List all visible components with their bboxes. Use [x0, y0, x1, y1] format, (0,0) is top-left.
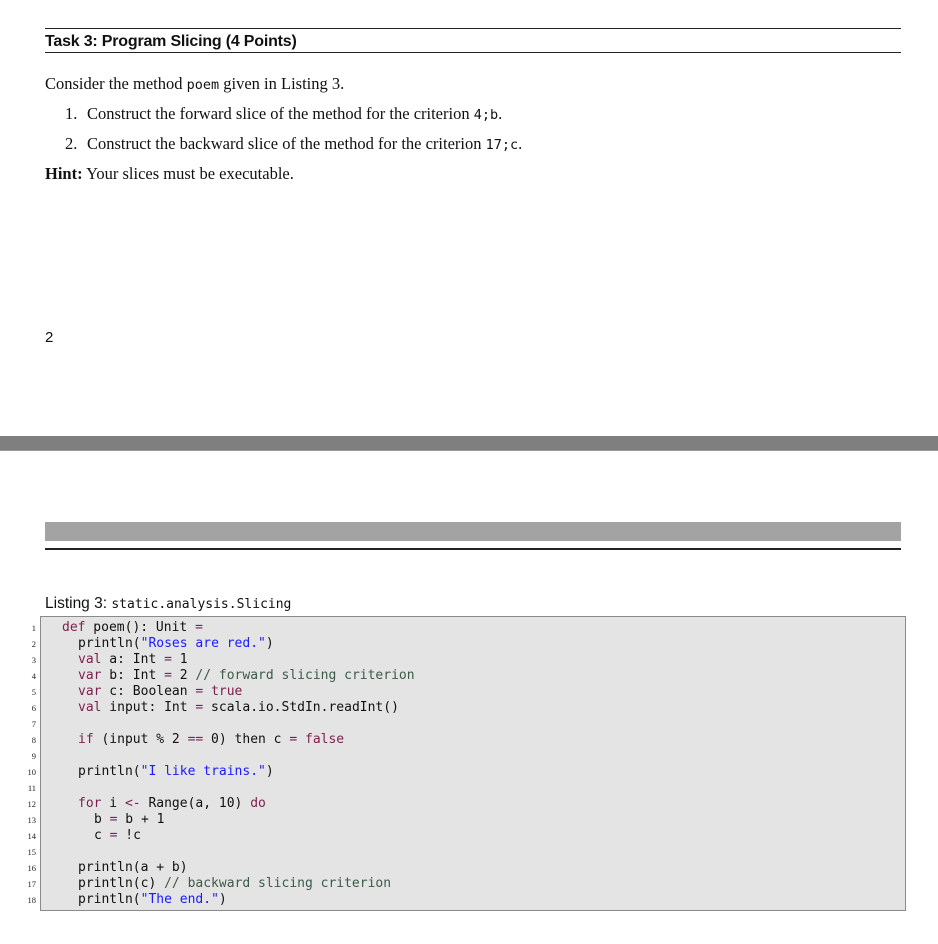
line-number: 14 — [27, 831, 36, 841]
boolean-literal: false — [305, 732, 345, 747]
code-line-10 — [78, 764, 274, 780]
line-number: 17 — [27, 879, 36, 889]
comment: // backward slicing criterion — [164, 876, 392, 891]
item-number: 1. — [65, 104, 78, 123]
code-text: println( — [78, 892, 141, 907]
code-text — [203, 684, 211, 699]
code-text: ) — [265, 764, 274, 779]
code-text: input: Int — [101, 700, 196, 715]
operator: = — [109, 828, 118, 843]
operator: = — [109, 812, 118, 827]
intro-text-end: given in Listing 3. — [219, 74, 345, 93]
code-text: (input % 2 — [93, 732, 188, 747]
operator: == — [187, 732, 204, 747]
item-text: Construct the forward slice of the method for the criterion — [87, 104, 474, 123]
code-line-8 — [78, 732, 344, 748]
code-text: poem(): Unit — [85, 620, 196, 635]
line-number: 9 — [31, 751, 36, 761]
item-criterion: 4;b — [473, 107, 499, 123]
task-item-1 — [65, 104, 502, 124]
header-rule — [45, 548, 901, 550]
intro-text: Consider the method — [45, 74, 187, 93]
code-text: b — [94, 812, 110, 827]
hint-text: Your slices must be executable. — [82, 164, 294, 183]
code-text: 1 — [171, 652, 188, 667]
string-literal: "I like trains." — [140, 764, 266, 779]
code-text: c: Boolean — [101, 684, 196, 699]
line-number: 6 — [31, 703, 36, 713]
code-text: 2 — [171, 668, 196, 683]
keyword: do — [250, 796, 266, 811]
code-text: b: Int — [101, 668, 165, 683]
line-number: 4 — [31, 671, 36, 681]
code-text: b + 1 — [117, 812, 165, 827]
code-text: a: Int — [101, 652, 165, 667]
listing-caption-label: Listing 3: — [45, 595, 112, 612]
task-intro — [45, 74, 344, 94]
item-period: . — [498, 104, 503, 123]
code-line-6 — [78, 700, 399, 716]
code-text: i — [101, 796, 125, 811]
item-number: 2. — [65, 134, 78, 153]
keyword: if — [78, 732, 94, 747]
code-line-2 — [78, 636, 274, 652]
code-text — [297, 732, 305, 747]
line-number: 18 — [27, 895, 36, 905]
operator: = — [195, 700, 204, 715]
running-header-bar — [45, 522, 901, 541]
code-text: println( — [78, 764, 141, 779]
code-text: !c — [117, 828, 141, 843]
line-number: 16 — [27, 863, 36, 873]
operator: = — [289, 732, 298, 747]
code-text: c — [265, 732, 290, 747]
page-number: 2 — [45, 329, 54, 346]
code-line-17 — [78, 876, 391, 892]
operator: = — [195, 684, 204, 699]
line-number: 2 — [31, 639, 36, 649]
line-number: 1 — [31, 623, 36, 633]
code-line-4 — [78, 668, 415, 684]
code-line-18 — [78, 892, 227, 908]
line-number: 12 — [27, 799, 36, 809]
line-number: 5 — [31, 687, 36, 697]
code-line-5 — [78, 684, 242, 700]
code-text: println(a + b) — [78, 860, 188, 875]
string-literal: "Roses are red." — [140, 636, 266, 651]
listing-caption-name: static.analysis.Slicing — [111, 597, 292, 612]
operator: = — [195, 620, 203, 635]
line-number: 7 — [31, 719, 36, 729]
item-period: . — [518, 134, 523, 153]
code-text: println( — [78, 636, 141, 651]
task-title: Task 3: Program Slicing (4 Points) — [45, 33, 297, 50]
keyword: for — [78, 796, 102, 811]
code-text: ) — [265, 636, 274, 651]
task-item-2 — [65, 134, 522, 154]
code-line-3 — [78, 652, 188, 668]
line-number: 11 — [27, 783, 36, 793]
line-number: 15 — [27, 847, 36, 857]
code-text: c — [94, 828, 110, 843]
item-text: Construct the backward slice of the method for the criterion — [87, 134, 486, 153]
page-divider — [0, 436, 938, 451]
title-rule-bottom — [45, 52, 901, 53]
listing-caption — [45, 595, 291, 613]
code-text: 0) — [203, 732, 235, 747]
keyword: val — [78, 700, 102, 715]
code-text: scala.io.StdIn.readInt() — [203, 700, 399, 715]
operator: = — [164, 652, 172, 667]
code-line-13 — [94, 812, 164, 828]
keyword: var — [78, 684, 102, 699]
keyword: val — [78, 652, 102, 667]
code-text: then — [234, 732, 266, 747]
hint — [45, 164, 294, 184]
intro-method-name: poem — [186, 77, 220, 93]
string-literal: "The end." — [140, 892, 219, 907]
title-rule-top — [45, 28, 901, 29]
operator: = — [164, 668, 172, 683]
line-number: 3 — [31, 655, 36, 665]
code-line-12 — [78, 796, 266, 812]
code-text: println(c) — [78, 876, 165, 891]
line-number: 13 — [27, 815, 36, 825]
comment: // forward slicing criterion — [195, 668, 415, 683]
keyword: var — [78, 668, 102, 683]
keyword: def — [62, 620, 86, 635]
code-line-1 — [62, 620, 203, 636]
code-line-16 — [78, 860, 188, 876]
boolean-literal: true — [211, 684, 243, 699]
line-number: 8 — [31, 735, 36, 745]
hint-label: Hint: — [45, 164, 83, 183]
operator: <- — [124, 796, 141, 811]
code-text: Range(a, 10) — [140, 796, 251, 811]
line-number: 10 — [27, 767, 36, 777]
code-line-14 — [94, 828, 141, 843]
code-text: ) — [218, 892, 227, 907]
item-criterion: 17;c — [485, 137, 519, 153]
